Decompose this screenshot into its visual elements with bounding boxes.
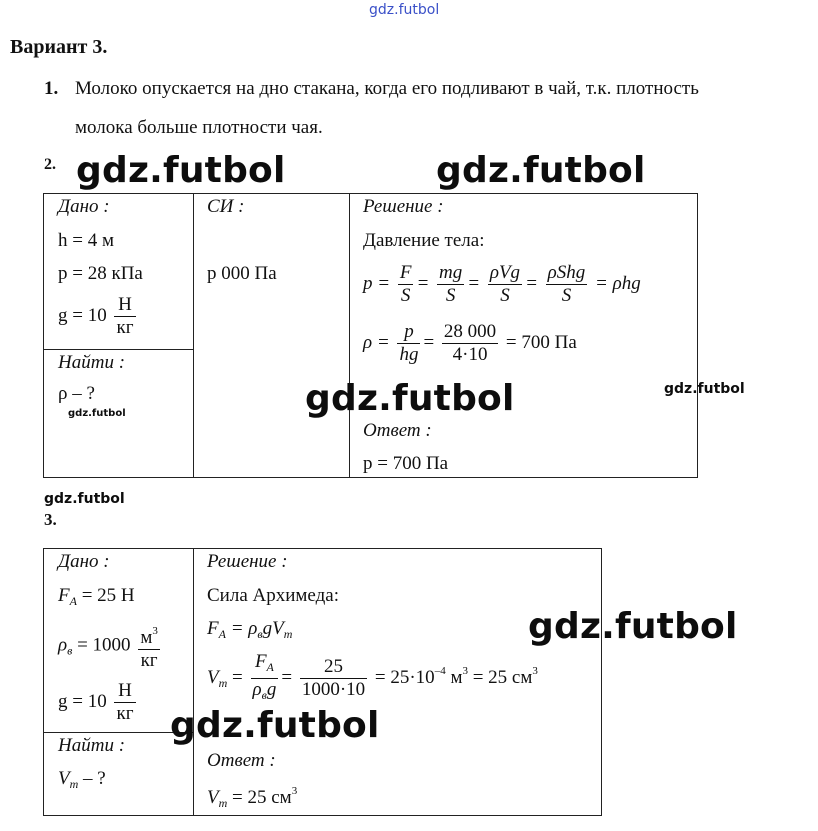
variant-title: Вариант 3. xyxy=(10,36,108,58)
task1-number: 1. xyxy=(44,78,59,99)
task2-find-header: Найти : xyxy=(58,352,126,373)
task3-answer-header: Ответ : xyxy=(207,750,276,771)
task1-line1: Молоко опускается на дно стакана, когда его подливают в чай, т.к. плотность xyxy=(75,78,699,99)
task3-find-value: $V_т$ – ? xyxy=(58,768,106,791)
watermark: gdz.futbol xyxy=(664,381,745,397)
watermark: gdz.futbol xyxy=(528,606,738,647)
task2-si-header: СИ : xyxy=(207,196,245,217)
task1-line2: молока больше плотности чая. xyxy=(75,117,323,138)
task3-answer-value: $V_т = 25$ $см^3$ xyxy=(207,785,298,810)
task3-given-g: g = 10 $\frac{Н}{кг}$ xyxy=(58,680,134,724)
task3-given-fa: $F_A = 25$ Н xyxy=(58,585,135,608)
task2-number: 2. xyxy=(44,156,56,173)
task2-find-value: ρ – ? xyxy=(58,383,95,404)
task2-formula-2: ρ = $\frac{p}{hg}$ = $\frac{28 000}{4\cdot 10}$ = 700 Па xyxy=(363,321,577,365)
task3-solution-header: Решение : xyxy=(207,551,288,572)
task2-given-header: Дано : xyxy=(58,196,110,217)
task2-given-g: g = 10 $\frac{Н}{кг}$ xyxy=(58,294,134,338)
task3-given-rho: $\rho_в = 1000$ $\frac{м^3}{кг}$ xyxy=(58,620,163,672)
task3-formula-2: $V_т$ = $\frac{F_A}{\rho_вg}$ = $\frac{25}{1000\cdot 10}$ = $25\cdot 10^{-4}$ $м^3 = 25$ $см^3$ xyxy=(207,651,538,702)
task3-number: 3. xyxy=(44,510,57,529)
watermark: gdz.futbol xyxy=(68,408,126,419)
task2-answer-header: Ответ : xyxy=(363,420,432,441)
task2-si-value: p 000 Па xyxy=(207,263,277,284)
watermark: gdz.futbol xyxy=(305,378,515,419)
task3-find-header: Найти : xyxy=(58,735,126,756)
task2-solution-header: Решение : xyxy=(363,196,444,217)
task2-answer-value: p = 700 Па xyxy=(363,453,449,474)
watermark: gdz.futbol xyxy=(44,491,125,507)
watermark: gdz.futbol xyxy=(76,150,286,191)
task2-formula-1: p = $\frac{F}{S}$ = $\frac{mg}{S}$ = $\frac{\text{ρVg}}{S}$ = $\frac{\text{ρShg}}{S}$ = ρhg xyxy=(363,262,641,306)
task3-formula-1: $F_A = \rho_вgV_т$ xyxy=(207,618,293,641)
task2-given-h: h = 4 м xyxy=(58,230,114,251)
task3-solution-text: Сила Архимеда: xyxy=(207,585,339,606)
task2-solution-text: Давление тела: xyxy=(363,230,485,251)
watermark: gdz.futbol xyxy=(170,705,380,746)
watermark-top: gdz.futbol xyxy=(369,2,440,18)
task2-given-p: p = 28 кПа xyxy=(58,263,143,284)
watermark: gdz.futbol xyxy=(436,150,646,191)
task3-given-header: Дано : xyxy=(58,551,110,572)
